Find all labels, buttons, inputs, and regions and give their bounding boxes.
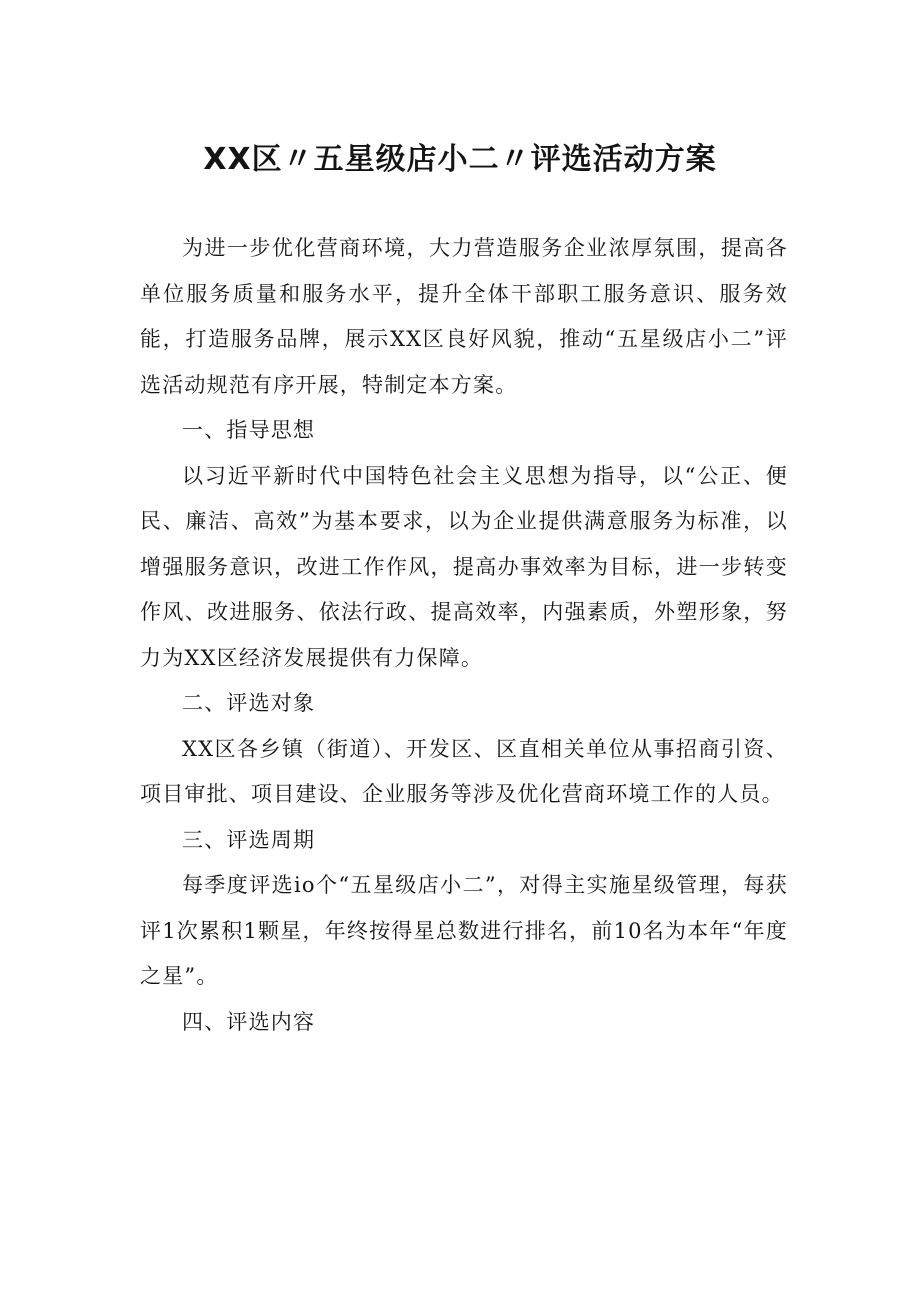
section-body-guiding-ideology: 以习近平新时代中国特色社会主义思想为指导，以“公正、便民、廉洁、高效”为基本要求，以为企业提供满意服务为标准，以增强服务意识，改进工作作风，提高办事效率为目标，进一步转变作风、改进服务、依法行政、提高效率，内强素质，外塑形象，努力为XX区经济发展提供有力保障。	[140, 463, 788, 670]
section-body-selection-cycle: 每季度评选io个“五星级店小二”，对得主实施星级管理，每获评1次累积1颗星，年终按得星总数进行排名，前10名为本年“年度之星”。	[140, 873, 788, 988]
section-heading-selection-targets: 二、评选对象	[182, 691, 316, 715]
document-body	[140, 226, 788, 1045]
section-heading-selection-content: 四、评选内容	[182, 1009, 316, 1034]
section-heading-guiding-ideology: 一、指导思想	[182, 418, 316, 442]
intro-paragraph: 为进一步优化营商环境，大力营造服务企业浓厚氛围，提高各单位服务质量和服务水平，提升全体干部职工服务意识、服务效能，打造服务品牌，展示XX区良好风貌，推动“五星级店小二”评选活动规范有序开展，特制定本方案。	[140, 236, 788, 397]
section-body-selection-targets: XX区各乡镇（街道）、开发区、区直相关单位从事招商引资、项目审批、项目建设、企业服务等涉及优化营商环境工作的人员。	[140, 736, 788, 806]
document-title: XX区〃五星级店小二〃评选活动方案	[203, 142, 717, 177]
section-heading-selection-cycle: 三、评选周期	[182, 827, 316, 852]
